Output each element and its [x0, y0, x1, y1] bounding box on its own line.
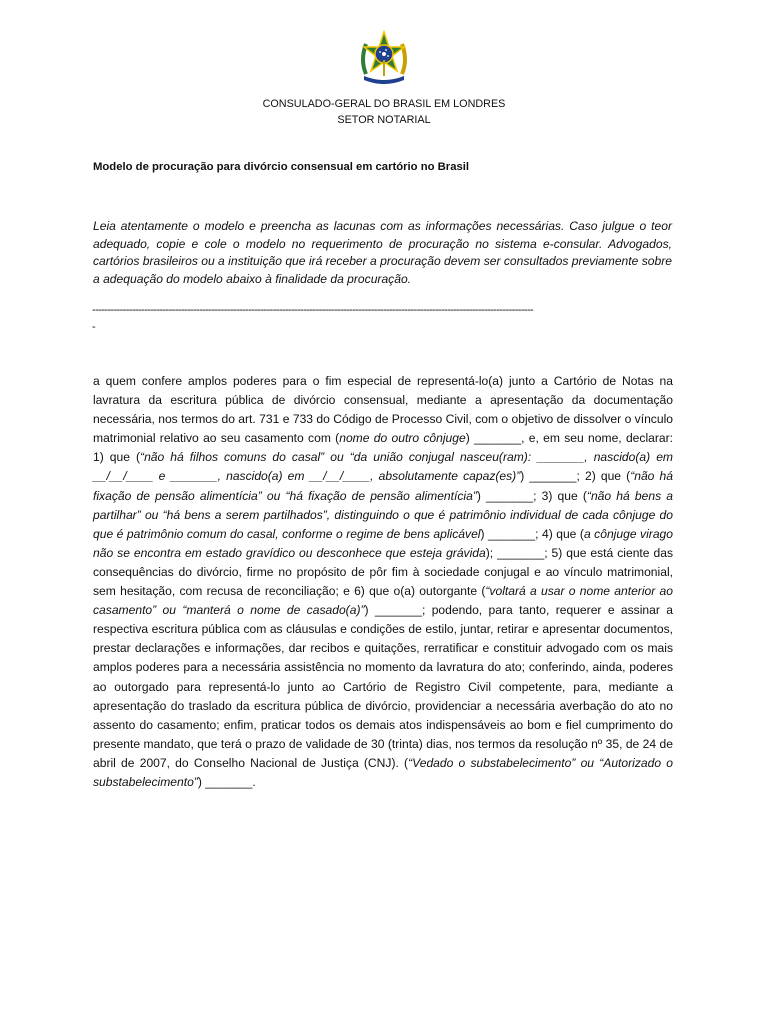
- body-segment: ) _______, e, em seu nome, declarar: 1) que (: [93, 431, 673, 465]
- body-segment: ) _______; 2) que (: [520, 469, 631, 484]
- body-italic-segment: nome do outro cônjuge: [339, 431, 466, 446]
- separator-line-end: -: [92, 321, 96, 333]
- power-of-attorney-text: [93, 372, 673, 792]
- body-segment: ) _______; 4) que (: [480, 526, 584, 541]
- instructions-paragraph: Leia atentamente o modelo e preencha as lacunas com as informações necessárias. Caso julgue o teor adequado, copie e cole o modelo no requerimento de procuração no sistema e-consular. Advogados, cartórios brasileiros ou a instituição que irá receber a procuração devem ser consultados previamente sobre a adequação do modelo abaixo à finalidade da procuração.: [93, 219, 672, 286]
- body-segment: ) _______; podendo, para tanto, requerer e assinar a respectiva escritura pública com as cláusulas e condições de estilo, juntar, retirar e apresentar documentos, prestar declarações e informações, dar recibos e quitações, rerratificar e constituir advogado com os mais amplos poderes para a necessária assistência no momento da lavratura do ato; conferindo, ainda, poderes ao outorgado para representá-lo junto ao Cartório de Registro Civil competente, para, mediante a apresentação do traslado da escritura pública de divórcio, providenciar a necessária averbação do ato no assento do casamento; enfim, praticar todos os demais atos indispensáveis ao bom e fiel cumprimento do presente mandato, que terá o prazo de validade de 30 (trinta) dias, nos termos da resolução nº 35, de 24 de abril de 2007, do Conselho Nacional de Justiça (CNJ). (: [93, 603, 673, 770]
- document-title: Modelo de procuração para divórcio consensual em cartório no Brasil: [93, 161, 470, 173]
- separator-line: ------------------------------------------------------------------------------------------------------------------------------------------------: [92, 304, 534, 316]
- sector-name: SETOR NOTARIAL: [337, 114, 431, 126]
- body-segment: ); _______; 5) que está ciente das consequências do divórcio, firme no propósito de pôr fim à sociedade conjugal e ao vínculo matrimonial, sem hesitação, com recusa de reconciliação; e 6) que o(a) outorgante (: [93, 545, 673, 599]
- body-italic-segment: “Vedado o substabelecimento” ou “Autorizado o substabelecimento”: [93, 755, 673, 789]
- brazil-coat-of-arms-icon: [356, 30, 412, 88]
- consulate-name: CONSULADO-GERAL DO BRASIL EM LONDRES: [262, 98, 506, 110]
- body-segment: ) _______; 3) que (: [476, 488, 587, 503]
- body-italic-segment: “não há fixação de pensão alimentícia” ou “há fixação de pensão alimentícia”: [93, 469, 673, 503]
- body-segment: a quem confere amplos poderes para o fim especial de representá-lo(a) junto a Cartório de Notas na lavratura da escritura pública de divórcio consensual, mediante a apresentação da documentação necessária, nos termos do art. 731 e 733 do Código de Processo Civil, com o objetivo de dissolver o vínculo matrimonial relativo ao seu casamento com (: [93, 374, 673, 446]
- body-italic-segment: a cônjuge virago não se encontra em estado gravídico ou desconhece que esteja grávida: [93, 526, 673, 560]
- body-segment: ) _______.: [197, 774, 256, 789]
- body-italic-segment: “não há filhos comuns do casal” ou “da união conjugal nasceu(ram): _______, nascido(a) em __/__/____ e _______, nascido(a) em __/__/____, absolutamente capaz(es)”: [93, 450, 673, 484]
- body-italic-segment: “voltará a usar o nome anterior ao casamento” ou “manterá o nome de casado(a)”: [93, 584, 673, 618]
- body-italic-segment: “não há bens a partilhar” ou “há bens a serem partilhados”, distinguindo o que é patrimônio individual de cada cônjuge do que é patrimônio comum do casal, conforme o regime de bens aplicável: [93, 488, 673, 541]
